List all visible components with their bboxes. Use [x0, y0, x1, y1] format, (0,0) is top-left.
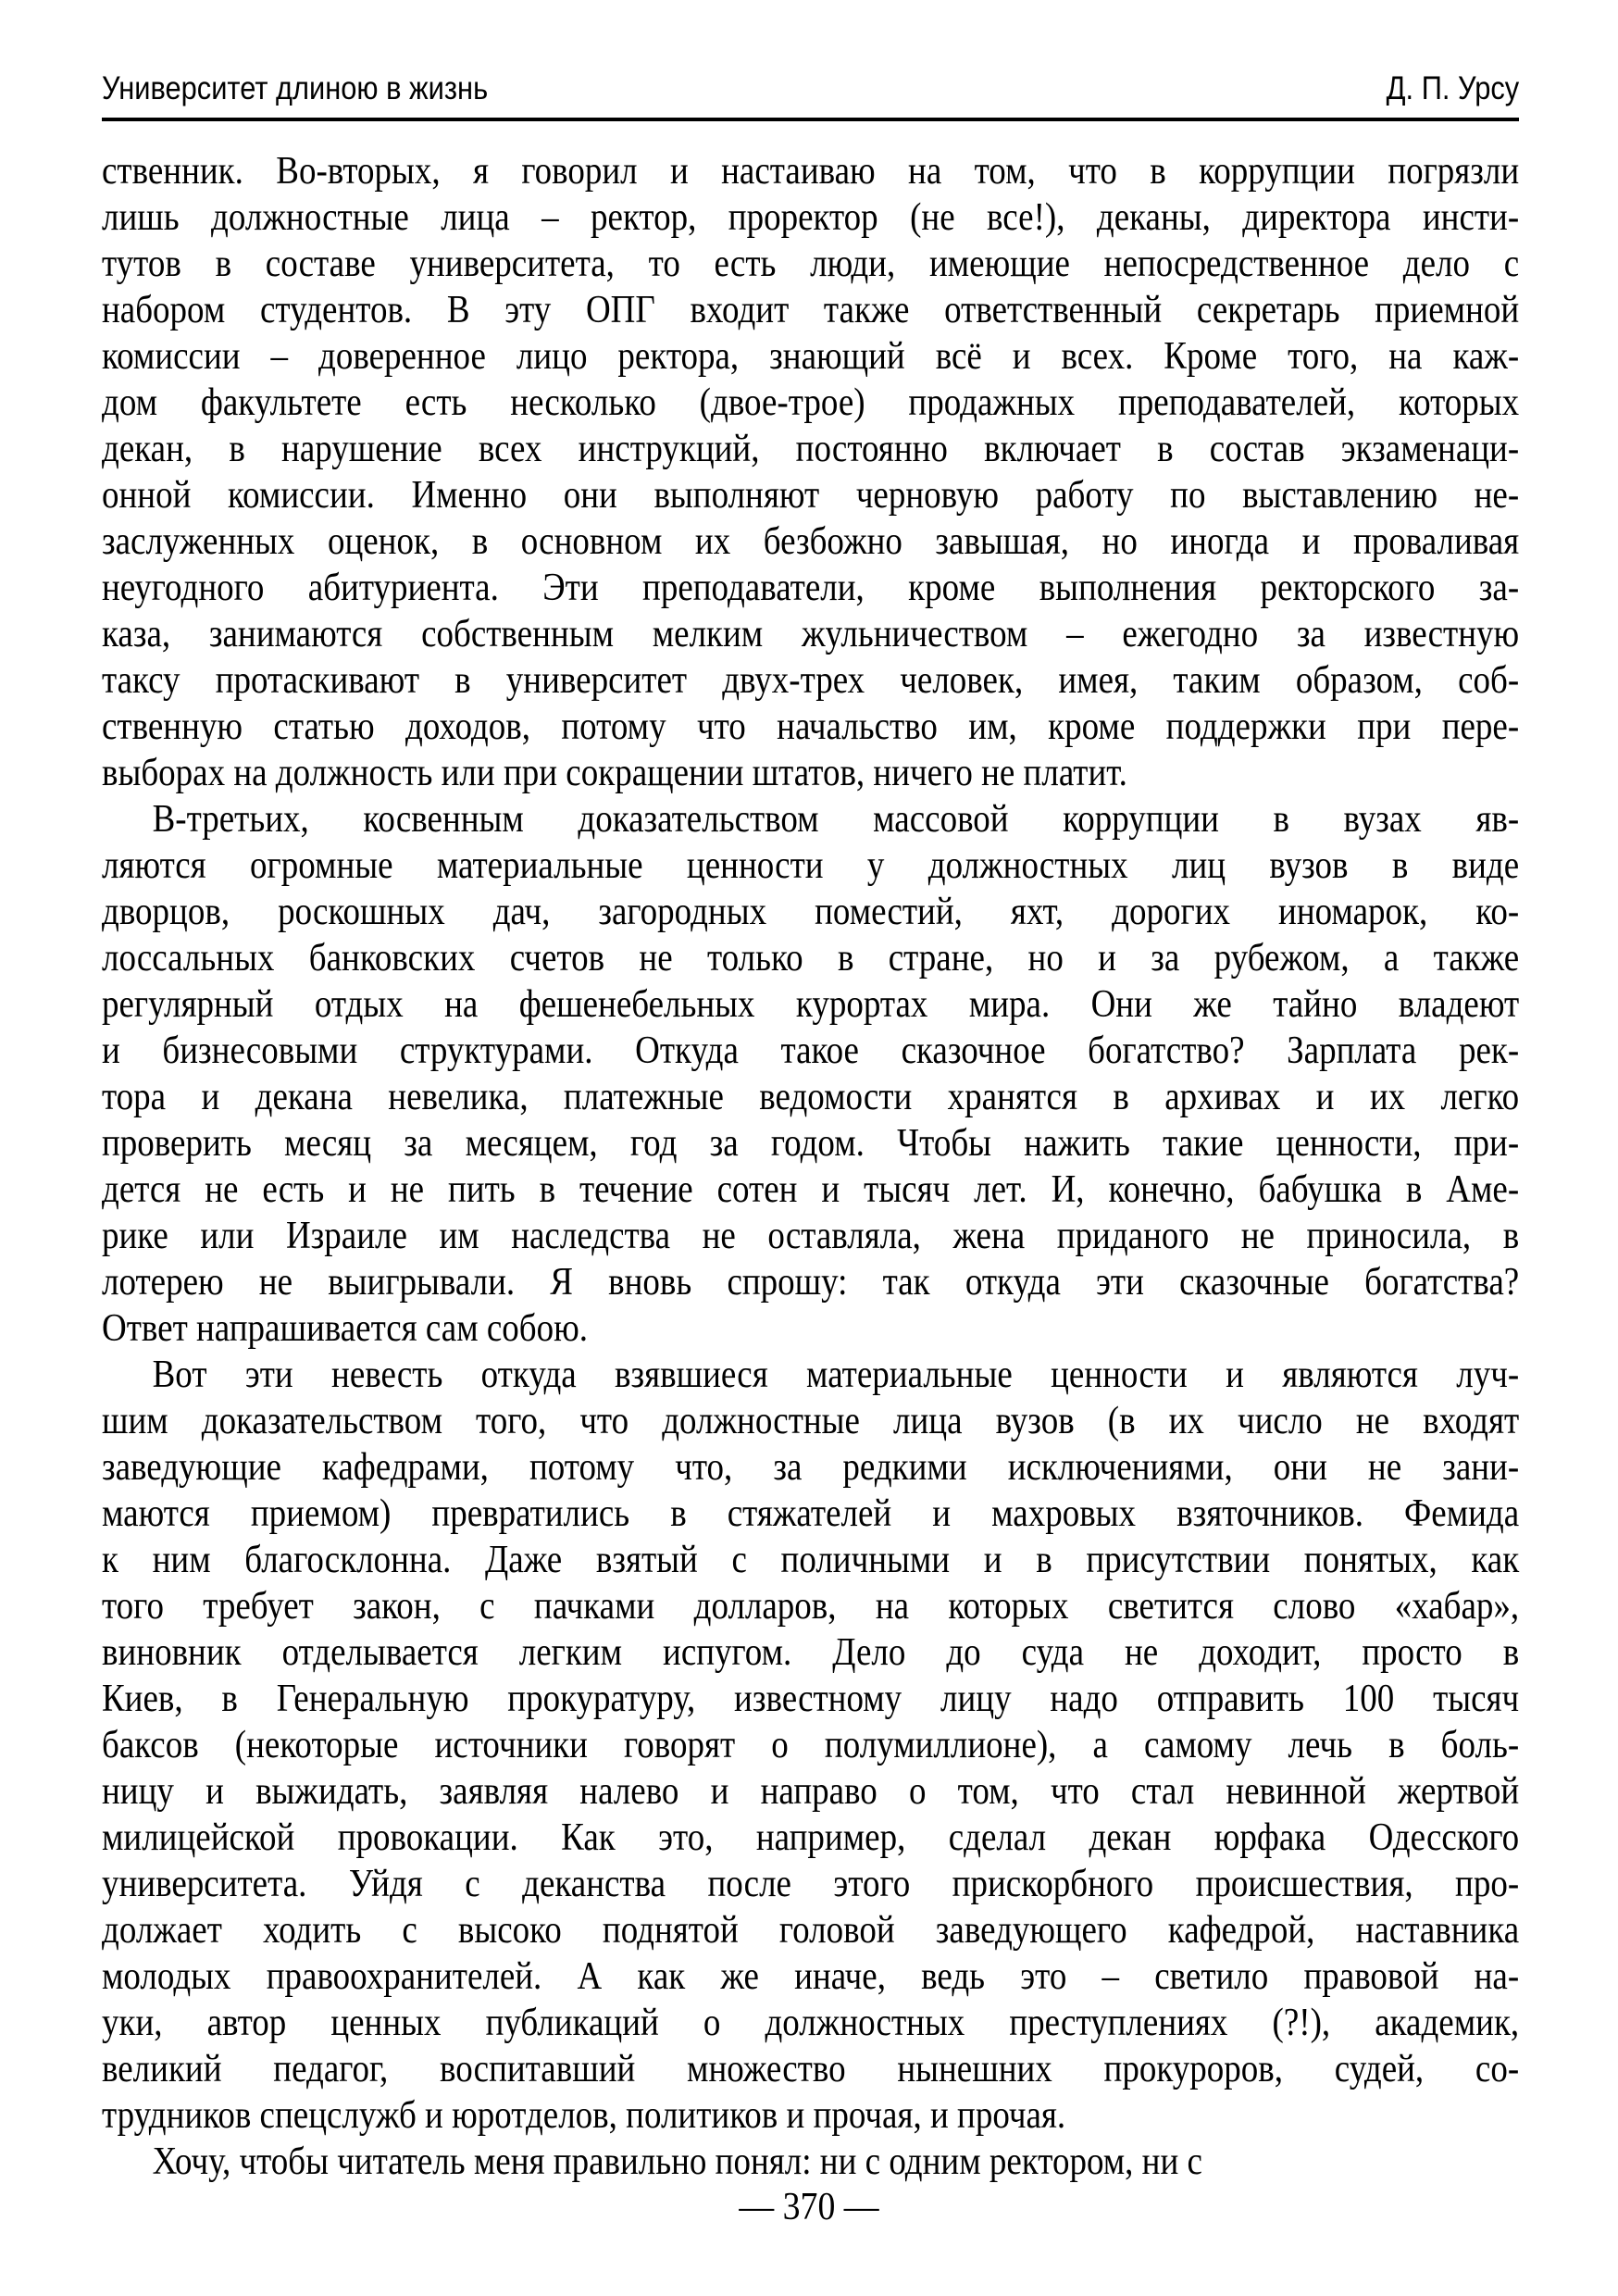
- text-line: тора и декана невелика, платежные ведомости хранятся в архивах и их легко: [102, 1076, 1520, 1118]
- page-footer: [81, 2185, 1537, 2229]
- text-line: ственную статью доходов, потому что начальство им, кроме поддержки при пере-: [102, 705, 1520, 748]
- text-line: заведующие кафедрами, потому что, за редкими исключениями, они не зани-: [102, 1446, 1520, 1489]
- author-name: Д. П. Урсу: [1386, 70, 1520, 106]
- text-line: виновник отделывается легким испугом. Дело до суда не доходит, просто в: [102, 1631, 1520, 1674]
- text-line: тутов в составе университета, то есть люди, имеющие непосредственное дело с: [102, 243, 1520, 285]
- body-text: [102, 148, 1519, 2185]
- text-line: лотерею не выигрывали. Я вновь спрошу: так откуда эти сказочные богатства?: [102, 1261, 1520, 1304]
- text-line: ственник. Во-вторых, я говорил и настаиваю на том, что в коррупции погрязли: [102, 150, 1520, 193]
- text-line: декан, в нарушение всех инструкций, постоянно включает в состав экзаменаци-: [102, 428, 1520, 470]
- paragraph: [102, 1352, 1519, 2139]
- paragraph: [102, 2139, 1519, 2185]
- paragraph: [102, 148, 1519, 796]
- text-line: шим доказательством того, что должностные лица вузов (в их число не входят: [102, 1400, 1520, 1442]
- text-line: таксу протаскивают в университет двух-трех человек, имея, таким образом, соб-: [102, 659, 1520, 702]
- text-line: дом факультете есть несколько (двое-трое) продажных преподавателей, которых: [102, 381, 1520, 424]
- text-line: лишь должностные лица – ректор, проректор (не все!), деканы, директора инсти-: [102, 196, 1520, 239]
- text-line: выборах на должность или при сокращении штатов, ничего не платит.: [102, 752, 1127, 794]
- header-divider: [102, 118, 1519, 121]
- text-line: милицейской провокации. Как это, например, сделал декан юрфака Одесского: [102, 1816, 1520, 1859]
- text-line: университета. Уйдя с деканства после этого прискорбного происшествия, про-: [102, 1863, 1520, 1905]
- text-line: ляются огромные материальные ценности у должностных лиц вузов в виде: [102, 844, 1520, 887]
- running-header: [102, 70, 1519, 107]
- text-line: заслуженных оценок, в основном их безбожно завышая, но иногда и проваливая: [102, 520, 1520, 563]
- text-line: проверить месяц за месяцем, год за годом. Чтобы нажить такие ценности, при-: [102, 1122, 1520, 1165]
- text-line: маются приемом) превратились в стяжателей и махровых взяточников. Фемида: [102, 1492, 1520, 1535]
- text-line: комиссии – доверенное лицо ректора, знающий всё и всех. Кроме того, на каж-: [102, 335, 1520, 378]
- text-line: дворцов, роскошных дач, загородных поместий, яхт, дорогих иномарок, ко-: [102, 891, 1520, 933]
- text-line: каза, занимаются собственным мелким жульничеством – ежегодно за известную: [102, 613, 1520, 655]
- text-line: Хочу, чтобы читатель меня правильно понял: ни с одним ректором, ни с: [152, 2140, 1202, 2183]
- text-line: В-третьих, косвенным доказательством массовой коррупции в вузах яв-: [152, 798, 1520, 841]
- text-line: регулярный отдых на фешенебельных курортах мира. Они же тайно владеют: [102, 983, 1520, 1026]
- text-line: рике или Израиле им наследства не оставляла, жена приданого не приносила, в: [102, 1215, 1520, 1257]
- text-line: к ним благосклонна. Даже взятый с поличными и в присутствии понятых, как: [102, 1539, 1520, 1581]
- text-line: трудников спецслужб и юротделов, политиков и прочая, и прочая.: [102, 2094, 1066, 2137]
- text-line: онной комиссии. Именно они выполняют черновую работу по выставлению не-: [102, 474, 1520, 517]
- page-number: — 370 —: [739, 2186, 879, 2228]
- text-line: неугодного абитуриента. Эти преподаватели, кроме выполнения ректорского за-: [102, 567, 1520, 609]
- text-line: великий педагог, воспитавший множество нынешних прокуроров, судей, со-: [102, 2048, 1520, 2090]
- text-line: баксов (некоторые источники говорят о полумиллионе), а самому лечь в боль-: [102, 1724, 1520, 1766]
- text-line: Ответ напрашивается сам собою.: [102, 1307, 589, 1350]
- paragraph: [102, 796, 1519, 1352]
- text-line: и бизнесовыми структурами. Откуда такое сказочное богатство? Зарплата рек-: [102, 1029, 1520, 1072]
- text-line: уки, автор ценных публикаций о должностных преступлениях (?!), академик,: [102, 2002, 1520, 2044]
- text-line: Киев, в Генеральную прокуратуру, известному лицу надо отправить 100 тысяч: [102, 1678, 1520, 1720]
- text-line: лоссальных банковских счетов не только в стране, но и за рубежом, а также: [102, 937, 1520, 980]
- text-line: набором студентов. В эту ОПГ входит также ответственный секретарь приемной: [102, 289, 1520, 331]
- running-title: Университет длиною в жизнь: [102, 70, 489, 106]
- text-line: молодых правоохранителей. А как же иначе, ведь это – светило правовой на-: [102, 1955, 1520, 1998]
- text-line: должает ходить с высоко поднятой головой заведующего кафедрой, наставника: [102, 1909, 1520, 1952]
- text-line: ницу и выжидать, заявляя налево и направо о том, что стал невинной жертвой: [102, 1770, 1520, 1813]
- text-line: Вот эти невесть откуда взявшиеся материальные ценности и являются луч-: [152, 1354, 1520, 1396]
- text-line: дется не есть и не пить в течение сотен и тысяч лет. И, конечно, бабушка в Аме-: [102, 1168, 1520, 1211]
- text-line: того требует закон, с пачками долларов, на которых светится слово «хабар»,: [102, 1585, 1520, 1628]
